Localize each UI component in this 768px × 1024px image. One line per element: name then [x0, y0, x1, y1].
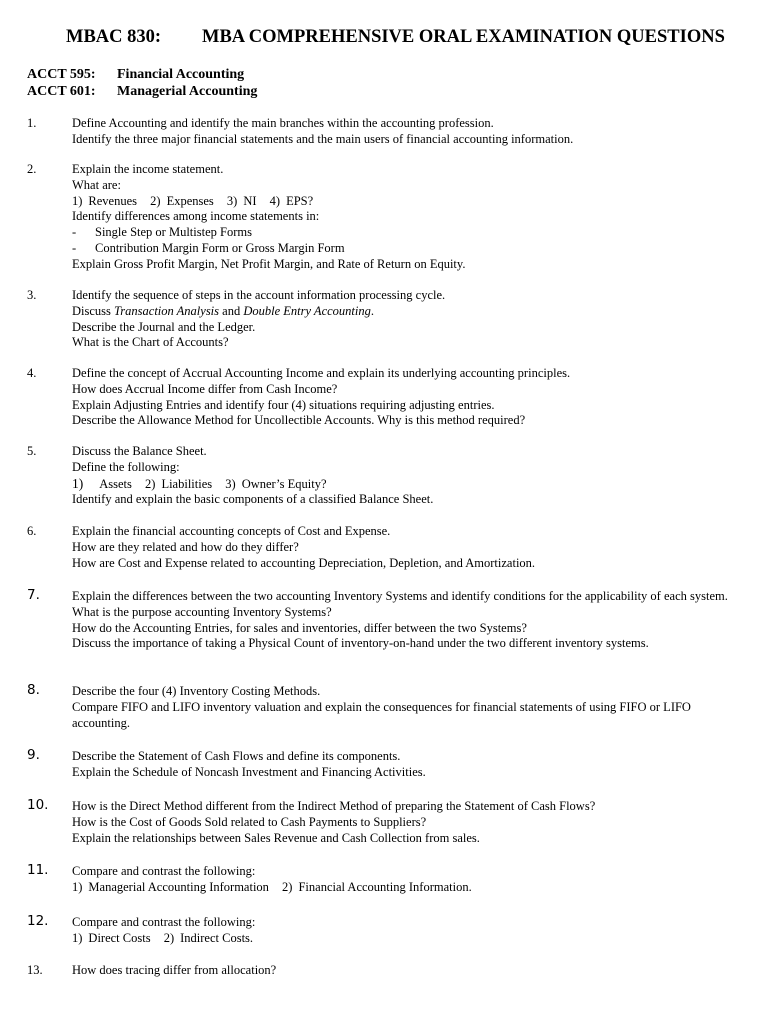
list-item: 2) Expenses: [150, 193, 214, 208]
question-body: [72, 524, 732, 571]
question-line: Explain the income statement.: [72, 162, 224, 176]
question-number: 7.: [27, 587, 40, 603]
question-body: [72, 963, 732, 979]
question-line: Compare FIFO and LIFO inventory valuation and explain the consequences for financial statements of using FIFO or LIFO accounting.: [72, 699, 691, 730]
course-line: [27, 84, 258, 100]
question-body: [72, 589, 732, 652]
list-item: 4) EPS?: [269, 193, 314, 208]
list-item: 1) Assets: [72, 475, 132, 491]
question-body: [72, 116, 732, 148]
list-item: 1) Managerial Accounting Information: [72, 879, 269, 894]
question-body: [72, 749, 732, 781]
list-item: 2) Financial Accounting Information.: [282, 879, 472, 894]
question-body: [72, 366, 732, 429]
list-item: 3) Owner’s Equity?: [225, 476, 327, 491]
question-line: Define the following:: [72, 459, 180, 474]
question-line: How are they related and how do they differ?: [72, 539, 299, 554]
course-number: MBAC 830:: [66, 27, 162, 47]
question-number: 10.: [27, 797, 49, 813]
question-line: Explain the Schedule of Noncash Investment and Financing Activities.: [72, 764, 426, 779]
page-title: [66, 27, 725, 48]
question-number: 1.: [27, 116, 37, 130]
question-line: How do the Accounting Entries, for sales and inventories, differ between the two Systems?: [72, 620, 527, 635]
question-body: [72, 915, 732, 947]
question-body: [72, 162, 732, 273]
question-line: Compare and contrast the following:: [72, 915, 256, 929]
enumerated-items: [72, 194, 732, 210]
question-line: Describe the four (4) Inventory Costing Methods.: [72, 684, 321, 698]
exam-title: MBA COMPREHENSIVE ORAL EXAMINATION QUESTIONS: [202, 27, 725, 47]
question-body: [72, 864, 732, 896]
question-number: 3.: [27, 288, 37, 302]
question-line: Identify the three major financial statements and the main users of financial accounting information.: [72, 131, 574, 146]
question-line: How are Cost and Expense related to accounting Depreciation, Depletion, and Amortization.: [72, 555, 536, 570]
question-number: 13.: [27, 963, 43, 977]
question-number: 2.: [27, 162, 37, 176]
question-number: 11.: [27, 862, 49, 878]
question-line: How is the Cost of Goods Sold related to Cash Payments to Suppliers?: [72, 814, 427, 829]
list-item: 2) Indirect Costs.: [163, 930, 254, 945]
italic-term: Transaction Analysis: [114, 303, 220, 318]
question-line: Explain Gross Profit Margin, Net Profit Margin, and Rate of Return on Equity.: [72, 256, 466, 271]
question-line: What are:: [72, 177, 121, 192]
question-body: [72, 799, 732, 846]
question-line: Describe the Statement of Cash Flows and define its components.: [72, 749, 401, 763]
question-number: 9.: [27, 747, 40, 763]
question-body: [72, 288, 732, 351]
bullet-item: - Contribution Margin Form or Gross Margin Form: [72, 240, 345, 255]
question-line: What is the purpose accounting Inventory Systems?: [72, 604, 332, 619]
question-line: Define Accounting and identify the main branches within the accounting profession.: [72, 116, 494, 130]
question-line: Define the concept of Accrual Accounting Income and explain its underlying accounting principles.: [72, 366, 571, 380]
course-name: Financial Accounting: [117, 67, 245, 82]
list-item: 2) Liabilities: [145, 476, 213, 491]
enumerated-items: [72, 931, 732, 947]
question-line: What is the Chart of Accounts?: [72, 335, 229, 350]
question-line: Compare and contrast the following:: [72, 864, 256, 878]
question-number: 12.: [27, 913, 49, 929]
question-line: How does tracing differ from allocation?: [72, 963, 277, 977]
question-number: 5.: [27, 444, 37, 458]
question-line: How does Accrual Income differ from Cash Income?: [72, 381, 338, 396]
question-line: Discuss the importance of taking a Physical Count of inventory-on-hand under the two different inventory systems.: [72, 636, 649, 651]
question-body: [72, 444, 732, 508]
enumerated-items: [72, 880, 732, 896]
question-line: Discuss the Balance Sheet.: [72, 444, 207, 458]
question-line: Explain Adjusting Entries and identify four (4) situations requiring adjusting entries.: [72, 397, 495, 412]
list-item: 3) NI: [226, 193, 257, 208]
course-name: Managerial Accounting: [117, 84, 258, 99]
question-line: How is the Direct Method different from the Indirect Method of preparing the Statement of Cash Flows?: [72, 799, 596, 813]
question-line: Explain the financial accounting concepts of Cost and Expense.: [72, 524, 391, 538]
question-line: Describe the Allowance Method for Uncollectible Accounts. Why is this method required?: [72, 413, 526, 428]
question-line: Explain the differences between the two accounting Inventory Systems and identify conditions for the applicability of each system.: [72, 589, 728, 603]
bullet-item: - Single Step or Multistep Forms: [72, 225, 252, 240]
course-code: ACCT 601:: [27, 84, 96, 99]
question-number: 8.: [27, 682, 40, 698]
question-line: Identify the sequence of steps in the account information processing cycle.: [72, 288, 446, 302]
enumerated-items: [72, 476, 732, 493]
question-body: [72, 684, 732, 731]
question-line: Identify differences among income statements in:: [72, 209, 320, 224]
question-line: Describe the Journal and the Ledger.: [72, 319, 256, 334]
list-item: 1) Direct Costs: [72, 930, 151, 945]
question-number: 4.: [27, 366, 37, 380]
list-item: 1) Revenues: [72, 193, 138, 208]
question-number: 6.: [27, 524, 37, 538]
question-line: Discuss Transaction Analysis and Double Entry Accounting.: [72, 303, 374, 318]
italic-term: Double Entry Accounting: [243, 303, 371, 318]
course-line: [27, 67, 245, 83]
question-line: Explain the relationships between Sales Revenue and Cash Collection from sales.: [72, 830, 480, 845]
question-line: Identify and explain the basic components of a classified Balance Sheet.: [72, 492, 434, 507]
course-code: ACCT 595:: [27, 67, 96, 82]
